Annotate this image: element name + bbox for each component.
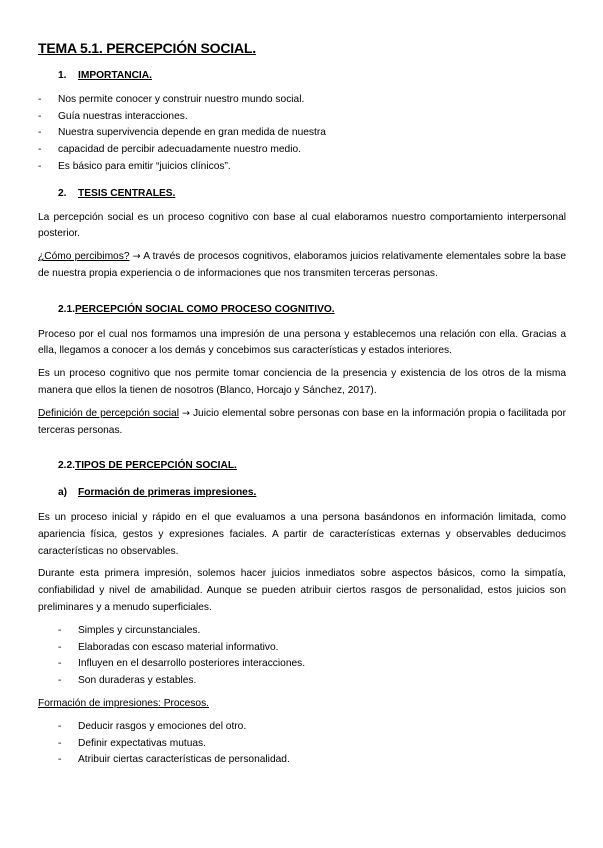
- characteristics-list: [38, 623, 566, 690]
- list-item: - Son duraderas y estables.: [58, 675, 197, 687]
- section-2-1-number: 2.1.: [58, 303, 75, 315]
- subsection-a-number: a): [58, 487, 68, 499]
- definicion-paragraph: [38, 406, 566, 440]
- section-2-1-title: PERCEPCIÓN SOCIAL COMO PROCESO COGNITIVO.: [75, 303, 335, 315]
- proceso-paragraph-2: Es un proceso cognitivo que nos permite tomar conciencia de la presencia y existencia de los otros de la misma manera que ellos la tienen de nosotros (Blanco, Horcajo y Sánchez, 2017).: [38, 368, 566, 396]
- list-item: - Es básico para emitir “juicios clínicos”.: [38, 160, 231, 172]
- list-item: - Guía nuestras interacciones.: [38, 110, 188, 122]
- processes-list: [38, 719, 566, 769]
- section-2-number: 2.: [58, 187, 67, 199]
- subsection-a-title: Formación de primeras impresiones.: [78, 487, 257, 499]
- como-percibimos-paragraph: [38, 249, 566, 283]
- arrow-icon: →: [181, 407, 190, 419]
- como-percibimos-text: A través de procesos cognitivos, elaboramos juicios relativamente elementales sobre la base de nuestra propia experiencia o de informaciones que nos transmiten terceras personas.: [38, 251, 566, 279]
- list-item: - Definir expectativas mutuas.: [58, 737, 206, 749]
- list-item: - Atribuir ciertas características de personalidad.: [58, 754, 290, 766]
- proceso-paragraph-1: Proceso por el cual nos formamos una impresión de una persona y establecemos una relación con ella. Gracias a ella, llegamos a conocer a los demás y concebimos sus características y estados interiores.: [38, 328, 566, 357]
- list-item: - Deducir rasgos y emociones del otro.: [58, 720, 247, 732]
- section-2-2-heading: [58, 458, 566, 475]
- procesos-heading: [38, 696, 566, 713]
- list-item: - Nuestra supervivencia depende en gran medida de nuestra: [38, 127, 326, 139]
- section-2-heading: [58, 186, 566, 203]
- list-item: - Simples y circunstanciales.: [58, 624, 201, 636]
- section-2-2-number: 2.2.: [58, 460, 75, 472]
- list-item: - Nos permite conocer y construir nuestro mundo social.: [38, 93, 305, 105]
- tesis-paragraph: La percepción social es un proceso cognitivo con base al cual elaboramos nuestro comportamiento interpersonal posterior.: [38, 211, 566, 240]
- document-page: [38, 38, 566, 769]
- list-item: - Influyen en el desarrollo posteriores interacciones.: [58, 658, 306, 670]
- section-1-title: IMPORTANCIA.: [78, 70, 152, 81]
- section-1-heading: [58, 68, 566, 85]
- section-2-2-title: TIPOS DE PERCEPCIÓN SOCIAL.: [75, 460, 237, 472]
- primeras-impresiones-paragraph-2: Durante esta primera impresión, solemos hacer juicios inmediatos sobre aspectos básicos, como la simpatía, confiabilidad y nivel de amabilidad. Aunque se pueden atribuir ciertos rasgos de personalidad, estos juicios son preliminares y a menudo superficiales.: [38, 568, 566, 613]
- arrow-icon: →: [132, 251, 141, 263]
- importance-list: [38, 92, 566, 176]
- subsection-a-heading: [58, 485, 566, 502]
- list-item: - capacidad de percibir adecuadamente nuestro medio.: [38, 144, 301, 156]
- definicion-text: Juicio elemental sobre personas con base en la información propia o facilitada por terceras personas.: [38, 407, 566, 436]
- section-2-title: TESIS CENTRALES.: [78, 187, 176, 199]
- procesos-label: Formación de impresiones: Procesos.: [38, 697, 209, 709]
- primeras-impresiones-paragraph-1: Es un proceso inicial y rápido en el que evaluamos a una persona basándonos en información limitada, como apariencia física, gestos y expresiones faciales. A partir de características externas y observables deducimos características no observables.: [38, 511, 566, 557]
- definicion-label: Definición de percepción social: [38, 407, 179, 419]
- section-1-number: 1.: [58, 70, 67, 81]
- list-item: - Elaboradas con escaso material informativo.: [58, 641, 279, 653]
- como-percibimos-label: ¿Cómo percibimos?: [38, 251, 130, 263]
- section-2-1-heading: [58, 302, 566, 319]
- document-title: TEMA 5.1. PERCEPCIÓN SOCIAL.: [38, 40, 256, 56]
